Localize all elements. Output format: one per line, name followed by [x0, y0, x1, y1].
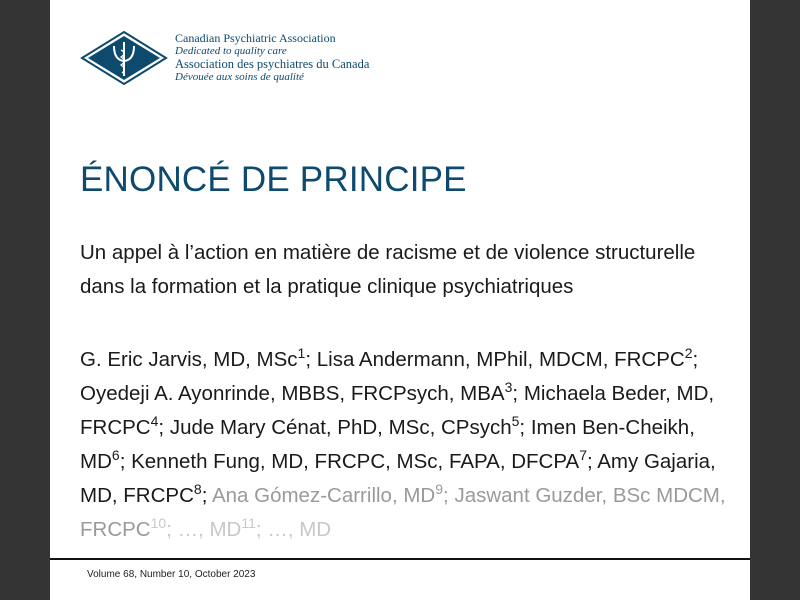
author: Ana Gómez-Carrillo, $MD^9$;: [211, 481, 455, 507]
document-subtitle: Un appel à l’action en matière de racisme et de violence structurelle dans la formation et la pratique clinique psychiatriques: [80, 241, 696, 298]
issue-info: Volume 68, Number 10, October 2023: [87, 569, 256, 580]
author: Lisa Andermann, MPhil, MDCM, FRCPC$^2$;: [316, 345, 699, 371]
author-sup: $^{10}$; …, MD$^{11}$; …, MD: [150, 515, 332, 541]
footer-area: [50, 560, 750, 600]
author: Imen Ben-Cheikh, $MD^6$;: [80, 416, 695, 473]
author: G. Eric Jarvis, MD, MSc$^1$;: [80, 345, 317, 371]
author: Kenneth Fung, MD, FRCPC, MSc, FAPA, DFCPA$^7$;: [131, 447, 598, 473]
logo-wordmark: [175, 32, 369, 84]
caduceus-diamond-icon: [80, 30, 168, 86]
author: Michaela Beder, MD, FRCPC$^4$;: [80, 382, 715, 439]
cpa-logo: [80, 30, 400, 86]
logo-tagline-en: Dedicated to quality care: [175, 45, 287, 57]
footer-divider: [50, 558, 750, 560]
page-title: ÉNONCÉ DE PRINCIPE: [80, 160, 467, 199]
author: Jude Mary Cénat, PhD, MSc, CPsych$^5$;: [169, 413, 531, 439]
author: Oyedeji A. Ayonrinde, MBBS, FRCPsych, MBA$^3$;: [80, 379, 524, 405]
author: Jaswant Guzder, BSc MDCM, FRCPC: [80, 484, 726, 541]
author-list: [80, 343, 730, 547]
document-page: [50, 0, 750, 600]
logo-line-en: Canadian Psychiatric Association: [175, 31, 336, 45]
logo-line-fr: Association des psychiatres du Canada: [175, 57, 370, 71]
author: Amy Gajaria, MD, FRCPC$^8$;: [80, 450, 716, 507]
logo-tagline-fr: Dévouée aux soins de qualité: [175, 71, 304, 83]
